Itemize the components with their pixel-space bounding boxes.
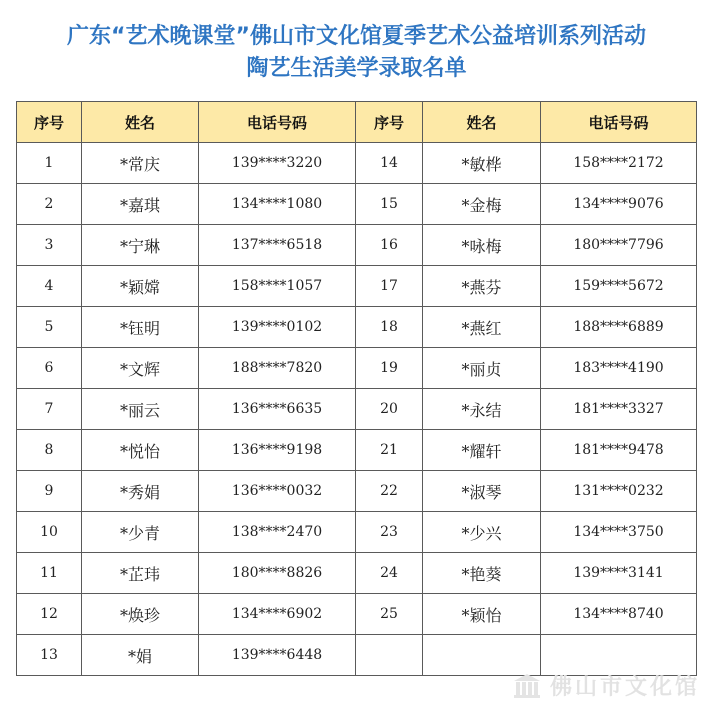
left-no-cell: 1 [17,143,82,184]
left-name-cell: *秀娟 [82,471,199,512]
table-row [17,225,697,266]
table-row [17,307,697,348]
right-no-cell: 17 [356,266,423,307]
right-name-cell: *金梅 [423,184,541,225]
left-no-cell: 13 [17,635,82,676]
right-no-cell: 23 [356,512,423,553]
right-phone-cell: 134****8740 [541,594,697,635]
right-no-cell [356,635,423,676]
left-name-cell: *文辉 [82,348,199,389]
left-name-cell: *宁琳 [82,225,199,266]
table-row [17,512,697,553]
right-phone-cell: 159****5672 [541,266,697,307]
right-phone-cell: 139****3141 [541,553,697,594]
right-phone-cell: 180****7796 [541,225,697,266]
right-phone-cell: 181****3327 [541,389,697,430]
right-phone-cell: 183****4190 [541,348,697,389]
table-row [17,594,697,635]
header-no-left: 序号 [17,102,82,143]
right-phone-cell: 131****0232 [541,471,697,512]
left-no-cell: 12 [17,594,82,635]
left-no-cell: 8 [17,430,82,471]
left-no-cell: 3 [17,225,82,266]
table-row [17,471,697,512]
right-no-cell: 21 [356,430,423,471]
watermark-text: 佛山市文化馆 [550,674,701,700]
left-no-cell: 5 [17,307,82,348]
right-name-cell: *燕芬 [423,266,541,307]
watermark [512,668,700,702]
left-phone-cell: 134****1080 [199,184,356,225]
right-phone-cell: 188****6889 [541,307,697,348]
left-no-cell: 7 [17,389,82,430]
right-name-cell: *颖怡 [423,594,541,635]
left-name-cell: *钰明 [82,307,199,348]
header-phone-right: 电话号码 [541,102,697,143]
right-name-cell: *淑琴 [423,471,541,512]
table-header-row [17,102,697,143]
right-no-cell: 14 [356,143,423,184]
table-row [17,389,697,430]
left-name-cell: *娟 [82,635,199,676]
header-phone-left: 电话号码 [199,102,356,143]
right-no-cell: 19 [356,348,423,389]
right-name-cell: *敏桦 [423,143,541,184]
page-subtitle: 陶艺生活美学录取名单 [246,56,467,81]
left-no-cell: 4 [17,266,82,307]
left-name-cell: *嘉琪 [82,184,199,225]
right-no-cell: 24 [356,553,423,594]
left-phone-cell: 158****1057 [199,266,356,307]
right-name-cell: *艳葵 [423,553,541,594]
building-logo-icon [512,671,542,699]
right-name-cell: *少兴 [423,512,541,553]
left-name-cell: *焕珍 [82,594,199,635]
left-no-cell: 6 [17,348,82,389]
left-phone-cell: 138****2470 [199,512,356,553]
right-name-cell: *丽贞 [423,348,541,389]
left-name-cell: *悦怡 [82,430,199,471]
left-name-cell: *颖嫦 [82,266,199,307]
left-no-cell: 9 [17,471,82,512]
admission-table [16,101,697,676]
left-phone-cell: 137****6518 [199,225,356,266]
left-name-cell: *芷玮 [82,553,199,594]
left-phone-cell: 134****6902 [199,594,356,635]
right-name-cell: *燕红 [423,307,541,348]
left-phone-cell: 136****0032 [199,471,356,512]
left-name-cell: *少青 [82,512,199,553]
left-phone-cell: 188****7820 [199,348,356,389]
right-no-cell: 16 [356,225,423,266]
header-name-left: 姓名 [82,102,199,143]
header-no-right: 序号 [356,102,423,143]
right-no-cell: 22 [356,471,423,512]
right-phone-cell: 134****3750 [541,512,697,553]
left-phone-cell: 180****8826 [199,553,356,594]
header-name-right: 姓名 [423,102,541,143]
left-phone-cell: 136****9198 [199,430,356,471]
page-title: 广东“艺术晚课堂”佛山市文化馆夏季艺术公益培训系列活动 [67,24,646,49]
left-no-cell: 11 [17,553,82,594]
right-name-cell: *咏梅 [423,225,541,266]
left-name-cell: *常庆 [82,143,199,184]
left-name-cell: *丽云 [82,389,199,430]
left-phone-cell: 139****0102 [199,307,356,348]
right-no-cell: 25 [356,594,423,635]
right-phone-cell: 181****9478 [541,430,697,471]
right-phone-cell: 158****2172 [541,143,697,184]
table-row [17,348,697,389]
right-no-cell: 18 [356,307,423,348]
right-phone-cell: 134****9076 [541,184,697,225]
left-no-cell: 10 [17,512,82,553]
table-row [17,184,697,225]
table-row [17,430,697,471]
right-no-cell: 15 [356,184,423,225]
right-name-cell: *耀轩 [423,430,541,471]
table-row [17,143,697,184]
left-no-cell: 2 [17,184,82,225]
left-phone-cell: 136****6635 [199,389,356,430]
table-row [17,266,697,307]
left-phone-cell: 139****3220 [199,143,356,184]
table-row [17,553,697,594]
left-phone-cell: 139****6448 [199,635,356,676]
right-name-cell: *永结 [423,389,541,430]
right-no-cell: 20 [356,389,423,430]
